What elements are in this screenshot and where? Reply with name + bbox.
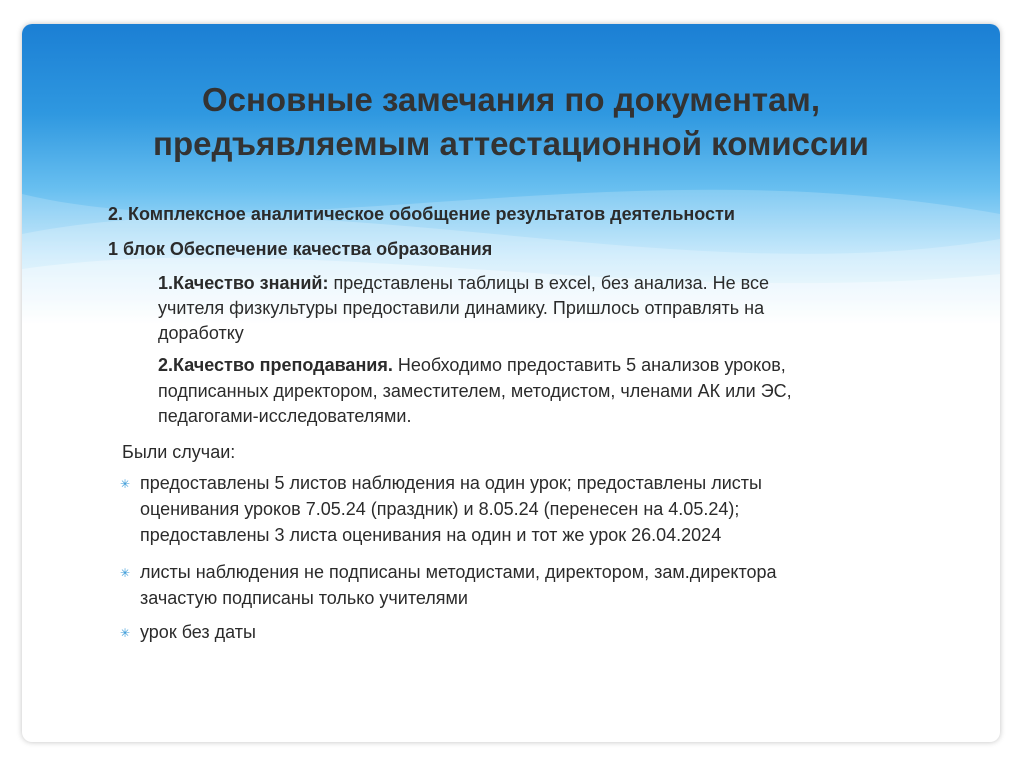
bullet-1-line-3: предоставлены 3 листа оценивания на один и тот же урок 26.04.2024 xyxy=(140,525,722,545)
bullet-star-icon: ✳ xyxy=(120,566,131,580)
bullet-star-icon: ✳ xyxy=(120,477,131,491)
slide xyxy=(22,24,1000,742)
item-2-line-1 xyxy=(158,353,786,378)
item-1-line-3: доработку xyxy=(158,323,244,343)
item-2-label: 2.Качество преподавания. xyxy=(158,355,393,375)
bullet-2-line-1: листы наблюдения не подписаны методистами, директором, зам.директора xyxy=(140,562,777,582)
slide-title: Основные замечания по документам, предъявляемым аттестационной комиссии xyxy=(153,81,869,162)
heading-line-2: 1 блок Обеспечение качества образования xyxy=(108,239,493,259)
heading-line-1: 2. Комплексное аналитическое обобщение результатов деятельности xyxy=(108,204,735,224)
item-1-label: 1.Качество знаний: xyxy=(158,273,329,293)
item-2-text: Необходимо предоставить 5 анализов уроков, xyxy=(392,355,786,375)
bullet-1-line-1: предоставлены 5 листов наблюдения на один урок; предоставлены листы xyxy=(140,473,762,493)
bullet-3-line-1: урок без даты xyxy=(140,622,256,642)
bullet-star-icon: ✳ xyxy=(120,626,131,640)
item-2-line-3: педагогами-исследователями. xyxy=(158,406,412,426)
item-2-line-2: подписанных директором, заместителем, методистом, членами АК или ЭС, xyxy=(158,381,792,401)
item-1-line-1 xyxy=(158,271,769,296)
cases-intro: Были случаи: xyxy=(122,442,236,462)
bullet-2-line-2: зачастую подписаны только учителями xyxy=(140,588,468,608)
item-1-line-2: учителя физкультуры предоставили динамику. Пришлось отправлять на xyxy=(158,298,765,318)
bullet-1-line-2: оценивания уроков 7.05.24 (праздник) и 8.05.24 (перенесен на 4.05.24); xyxy=(140,499,740,519)
item-1-text: представлены таблицы в excel, без анализа. Не все xyxy=(328,273,770,293)
